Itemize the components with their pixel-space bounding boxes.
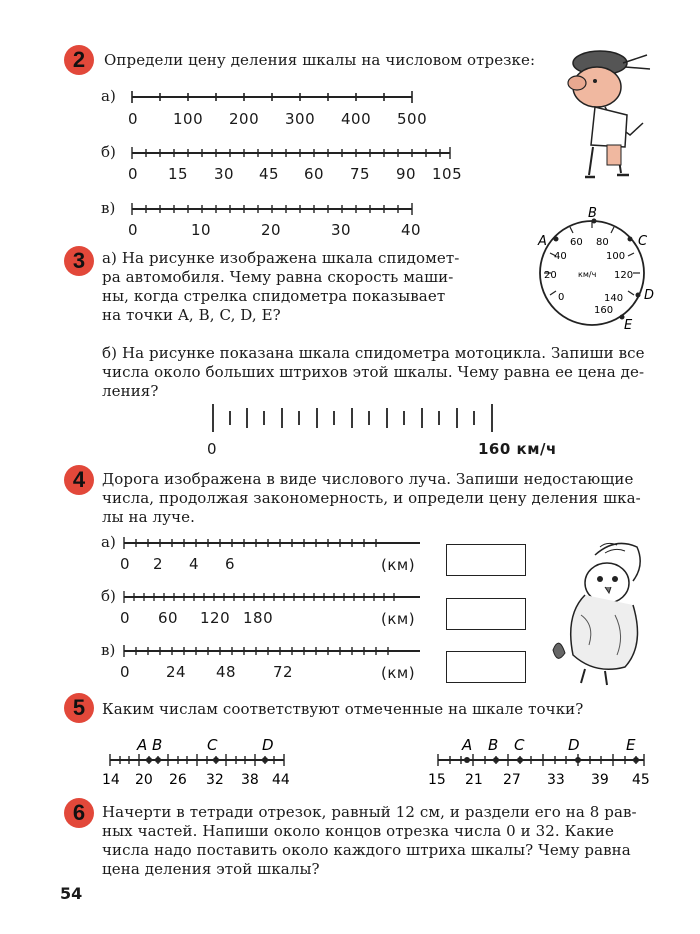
- tick-label: 0: [120, 609, 131, 627]
- dial-number: 60: [570, 237, 583, 248]
- tick-label: 40: [401, 221, 422, 239]
- number-line-a: [128, 90, 418, 106]
- tick-label: 21: [465, 772, 483, 788]
- dial-point-label: D: [644, 288, 655, 303]
- scale-label: а): [101, 87, 116, 105]
- point-label: B: [152, 736, 163, 754]
- cartoon-character-illustration: [555, 45, 665, 195]
- dial-point-label: E: [624, 318, 633, 333]
- tick-label: 60: [304, 165, 325, 183]
- tick-label: 20: [135, 772, 153, 788]
- point-label: B: [488, 736, 499, 754]
- scale-label: б): [101, 143, 116, 161]
- task-5-text: Каким числам соответствуют отмеченные на шкале точки?: [102, 700, 584, 718]
- tick-label: 30: [331, 221, 352, 239]
- tick-label: 105: [432, 165, 463, 183]
- unit-label: (км): [381, 610, 416, 628]
- answer-box[interactable]: [446, 544, 526, 576]
- dial-number: 20: [544, 270, 557, 281]
- text-line: Дорога изображена в виде числового луча. Запиши недостающие: [102, 470, 634, 488]
- dial-number: 140: [604, 293, 624, 304]
- scale-ticks: [132, 203, 412, 215]
- text-line: б) На рисунке показана шкала спидометра мотоцикла. Запиши все: [102, 344, 645, 362]
- scale-label: в): [101, 641, 116, 659]
- scale-with-points-1: [96, 732, 296, 790]
- unit-label: (км): [381, 664, 416, 682]
- text-line: на точки A, B, C, D, E?: [102, 306, 281, 324]
- tick-label: 14: [102, 772, 120, 788]
- tick-label: 0: [128, 165, 139, 183]
- owl-character-illustration: [545, 535, 670, 690]
- task-number-badge: 5: [64, 693, 94, 723]
- tick-label: 44: [272, 772, 290, 788]
- dial-point-label: B: [588, 206, 597, 221]
- point-label: A: [462, 736, 473, 754]
- tick-label: 75: [350, 165, 371, 183]
- point-label: C: [514, 736, 525, 754]
- scale-with-points-2: [426, 732, 666, 790]
- unit-label: (км): [381, 556, 416, 574]
- text-line: ны, когда стрелка спидометра показывает: [102, 287, 446, 305]
- task-number-badge: 6: [64, 798, 94, 828]
- dial-point-label: C: [638, 234, 648, 249]
- speedometer-dial: [530, 205, 660, 335]
- number-line-v: [128, 202, 418, 218]
- task-number-badge: 2: [64, 45, 94, 75]
- tick-label: 0: [128, 221, 139, 239]
- tick-label: 38: [241, 772, 259, 788]
- dial-number: 0: [558, 292, 565, 303]
- tick-label: 15: [428, 772, 446, 788]
- tick-label: 180: [243, 609, 274, 627]
- tick-label: 45: [259, 165, 280, 183]
- text-line: числа, продолжая закономерность, и определи цену деления шка-: [102, 489, 641, 507]
- tick-label: 27: [503, 772, 521, 788]
- tick-label: 60: [158, 609, 179, 627]
- point-label: C: [207, 736, 218, 754]
- tick-label: 0: [120, 555, 131, 573]
- tick-label: 120: [200, 609, 231, 627]
- point-label: E: [626, 736, 636, 754]
- text-line: ных частей. Напиши около концов отрезка числа 0 и 32. Какие: [102, 822, 614, 840]
- tick-label: 2: [153, 555, 164, 573]
- dial-number: 120: [614, 270, 634, 281]
- tick-label: 30: [214, 165, 235, 183]
- tick-label: 32: [206, 772, 224, 788]
- dial-number: 100: [606, 251, 626, 262]
- number-line-b: [128, 146, 458, 162]
- scale-start-label: 0: [207, 440, 218, 458]
- tick-label: 33: [547, 772, 565, 788]
- tick-label: 15: [168, 165, 189, 183]
- scale-end-label: 160 км/ч: [478, 440, 557, 458]
- tick-label: 10: [191, 221, 212, 239]
- text-line: ления?: [102, 382, 159, 400]
- tick-label: 48: [216, 663, 237, 681]
- dial-unit: км/ч: [578, 270, 597, 279]
- text-line: числа около больших штрихов этой шкалы. Чему равна ее цена де-: [102, 363, 645, 381]
- dial-number: 160: [594, 305, 614, 316]
- tick-label: 24: [166, 663, 187, 681]
- tick-label: 500: [397, 110, 428, 128]
- number-ray-b: [120, 590, 430, 606]
- text-line: лы на луче.: [102, 508, 195, 526]
- tick-label: 6: [225, 555, 236, 573]
- tick-label: 400: [341, 110, 372, 128]
- number-ray-v: [120, 644, 430, 660]
- answer-box[interactable]: [446, 598, 526, 630]
- tick-label: 39: [591, 772, 609, 788]
- text-line: а) На рисунке изображена шкала спидомет-: [102, 249, 460, 267]
- task-2-text: Определи цену деления шкалы на числовом отрезке:: [104, 51, 536, 69]
- text-line: Начерти в тетради отрезок, равный 12 см, и раздели его на 8 рав-: [102, 803, 637, 821]
- text-line: числа надо поставить около каждого штриха шкалы? Чему равна: [102, 841, 631, 859]
- number-ray-a: [120, 536, 430, 552]
- tick-label: 0: [128, 110, 139, 128]
- tick-label: 20: [261, 221, 282, 239]
- tick-label: 100: [173, 110, 204, 128]
- dial-number: 80: [596, 237, 609, 248]
- tick-label: 0: [120, 663, 131, 681]
- dial-number: 40: [554, 251, 567, 262]
- tick-label: 72: [273, 663, 294, 681]
- dial-point-label: A: [538, 234, 547, 249]
- point-label: D: [568, 736, 580, 754]
- point-label: A: [137, 736, 148, 754]
- tick-label: 200: [229, 110, 260, 128]
- scale-label: в): [101, 199, 116, 217]
- tick-label: 4: [189, 555, 200, 573]
- motorcycle-scale: [205, 402, 505, 436]
- page-number: 54: [60, 884, 83, 903]
- point-label: D: [262, 736, 274, 754]
- task-number-badge: 4: [64, 465, 94, 495]
- text-line: цена деления этой шкалы?: [102, 860, 320, 878]
- text-line: ра автомобиля. Чему равна скорость маши-: [102, 268, 454, 286]
- scale-label: а): [101, 533, 116, 551]
- task-number-badge: 3: [64, 246, 94, 276]
- tick-label: 26: [169, 772, 187, 788]
- tick-label: 300: [285, 110, 316, 128]
- tick-label: 45: [632, 772, 650, 788]
- answer-box[interactable]: [446, 651, 526, 683]
- tick-label: 90: [396, 165, 417, 183]
- scale-label: б): [101, 587, 116, 605]
